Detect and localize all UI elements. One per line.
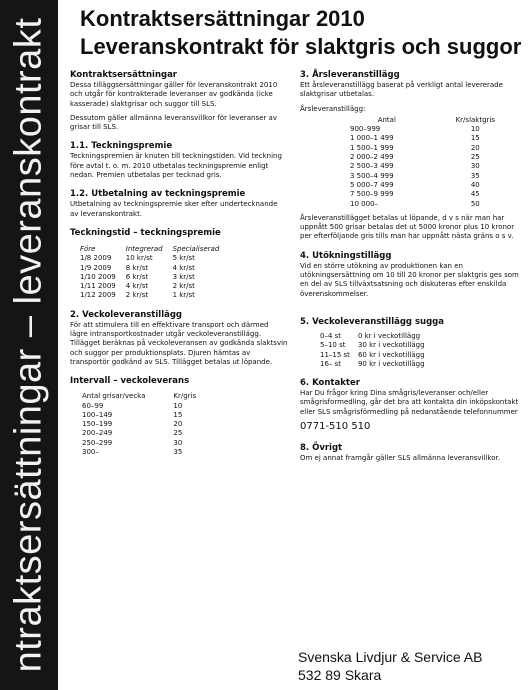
table-cell: 10 — [470, 125, 480, 134]
annual-table — [340, 116, 517, 209]
section-1-2-heading: 1.2. Utbetalning av teckningspremie — [70, 189, 246, 200]
intro-heading: Kontraktsersättningar — [70, 70, 178, 80]
section-2-heading: 2. Veckoleveranstillägg — [70, 309, 183, 320]
section-6-heading: 6. Kontakter — [300, 378, 360, 389]
table-cell: 3 500–4 999 — [350, 171, 394, 180]
table-cell: 20 — [470, 143, 480, 152]
table-cell: 1/8 2009 — [80, 254, 112, 263]
table-row — [82, 411, 224, 420]
table-cell: 1/9 2009 — [80, 263, 112, 272]
payment-table — [80, 245, 229, 301]
annual-col-header: Kr/slaktgris — [455, 115, 496, 124]
table-cell: 1/10 2009 — [80, 272, 116, 281]
page-subtitle: Leveranskontrakt för slaktgris och suggor — [80, 34, 522, 59]
table-row — [320, 341, 433, 350]
table-cell: 3 kr/st — [172, 272, 195, 281]
company-name: Svenska Livdjur & Service AB — [298, 649, 483, 665]
left-column — [70, 70, 288, 457]
side-banner — [0, 0, 58, 690]
table-cell: 0 kr i veckotillägg — [357, 331, 421, 340]
table-row — [82, 439, 224, 448]
table-row — [340, 162, 517, 171]
table-cell: 15 — [470, 134, 480, 143]
table-cell: 250–299 — [82, 438, 113, 447]
table-cell: 1/12 2009 — [80, 291, 116, 300]
table-row — [340, 153, 517, 162]
table-row — [82, 402, 224, 411]
table-row — [82, 420, 224, 429]
table-cell: 30 — [173, 438, 183, 447]
table-cell: 2 000–2 499 — [350, 153, 394, 162]
volume-table-heading: Intervall – veckoleverans — [70, 376, 190, 387]
table-cell: 60–99 — [82, 401, 104, 410]
section-4-heading: 4. Utökningstillägg — [300, 250, 392, 261]
table-row — [340, 172, 517, 181]
annual-table-header — [340, 116, 517, 125]
table-cell: 30 — [470, 162, 480, 171]
volume-col-header: Antal grisar/vecka — [82, 392, 146, 401]
table-row — [82, 448, 224, 457]
table-cell: 60 kr i veckotillägg — [357, 350, 425, 359]
right-column — [300, 70, 525, 463]
section-1-1-heading: 1.1. Teckningspremie — [70, 141, 173, 152]
volume-col-header: Kr/gris — [173, 392, 197, 401]
table-cell: 1 500–1 999 — [350, 143, 394, 152]
company-address — [298, 648, 482, 684]
table-cell: 15 — [173, 410, 183, 419]
table-cell: 5 kr/st — [172, 254, 195, 263]
table-row — [80, 282, 229, 291]
table-cell: 8 kr/st — [125, 263, 149, 272]
table-cell: 5 000–7 499 — [350, 180, 394, 189]
payment-col-header: Specialiserad — [172, 244, 220, 253]
section-1-1-text: Teckningspremien är knuten till teckningstiden. Vid teckning före avtal t. o. m. 2010 utbetalas teckningspremie enligt nedan. Premien utbetalas per tecknad gris. — [70, 152, 282, 180]
table-cell: 40 — [470, 180, 480, 189]
table-row — [340, 181, 517, 190]
side-banner-text: ntraktsersättningar – leveranskontrakt — [7, 17, 50, 673]
intro-paragraph-1: Dessa tilläggsersättningar gäller för leveranskontrakt 2010 och utgår för kontrakterade leveranser av godkända (icke kasserade) slaktgrisar och suggor till SLS. — [70, 81, 278, 108]
payment-col-header: Integrerad — [125, 244, 163, 253]
section-3-heading: 3. Årsleveranstillägg — [300, 70, 400, 80]
sow-weekly-table — [320, 332, 433, 369]
table-cell: 1 kr/st — [172, 291, 195, 300]
table-row — [80, 254, 229, 263]
table-cell: 200–249 — [82, 429, 113, 438]
table-cell: 4 kr/st — [125, 282, 149, 291]
table-cell: 50 — [470, 199, 480, 208]
table-cell: 2 kr/st — [172, 282, 195, 291]
table-cell: 2 kr/st — [125, 291, 149, 300]
table-cell: 35 — [470, 171, 480, 180]
company-city: 532 89 Skara — [298, 667, 382, 683]
volume-table-header — [82, 392, 224, 401]
section-3-text: Ett årsleveranstillägg baserat på verkligt antal levererade slaktgrisar utbetalas. — [300, 81, 503, 99]
table-row — [82, 429, 224, 438]
table-cell: 6 kr/st — [125, 272, 149, 281]
table-cell: 90 kr i veckotillägg — [357, 359, 425, 368]
section-3-note: Årsleveranstillägget betalas ut löpande, d v s när man har uppnått 500 grisar betalas det ut 5000 kronor plus 10 kronor per efterföljande gris tills man har uppnått nästa gräns o s v. — [300, 213, 515, 241]
table-row — [340, 200, 517, 209]
table-cell: 35 — [173, 448, 183, 457]
section-1-2-text: Utbetalning av teckningspremie sker efter undertecknande av leveranskontrakt. — [70, 200, 278, 218]
annual-table-title: Årsleveranstillägg: — [300, 104, 366, 113]
payment-col-header: Före — [80, 244, 96, 253]
table-cell: 10 000– — [350, 199, 378, 208]
table-row — [340, 125, 517, 134]
table-cell: 20 — [173, 420, 183, 429]
table-row — [340, 134, 517, 143]
table-cell: 2 500–3 499 — [350, 162, 394, 171]
table-row — [320, 360, 433, 369]
payment-table-heading: Teckningstid – teckningspremie — [70, 227, 221, 238]
table-row — [80, 273, 229, 282]
table-row — [80, 291, 229, 300]
volume-table — [82, 392, 224, 457]
table-cell: 1 000–1 499 — [350, 134, 394, 143]
table-cell: 1/11 2009 — [80, 282, 116, 291]
table-row — [80, 264, 229, 273]
table-cell: 45 — [470, 190, 480, 199]
table-row — [320, 332, 433, 341]
table-cell: 11–15 st — [320, 350, 350, 359]
table-cell: 10 kr/st — [125, 254, 153, 263]
table-row — [320, 351, 433, 360]
table-cell: 25 — [470, 153, 480, 162]
table-cell: 30 kr i veckotillägg — [357, 341, 425, 350]
table-cell: 4 kr/st — [172, 263, 195, 272]
table-cell: 300– — [82, 448, 99, 457]
table-cell: 7 500–9 999 — [350, 190, 394, 199]
section-5-heading: 5. Veckoleveranstillägg sugga — [300, 316, 444, 327]
table-cell: 10 — [173, 401, 183, 410]
section-2-text: För att stimulera till en effektivare transport och därmed lägre intransportkostnader utgår veckoleveranstillägg. Tillägget beräknas på veckoleveransen av godkända slaktsvin och suggor per produktionsplats. Djuren hämtas av transportör godkänd av SLS. Tillägget betalas ut löpande. — [70, 320, 288, 366]
section-6-text: Har Du frågor kring Dina smågris/leveranser och/eller smågrisformedling, går det bra att kontakta din inköpskontakt eller SLS smågrisförmedling på nedanstående telefonnummer — [300, 389, 519, 416]
section-4-text: Vid en större utökning av produktionen kan en utökningsersättning om 10 till 20 kronor per slaktgris ges som en del av SLS tillväxtsatsning och diskuteras efter enskilda överenskommelser. — [300, 261, 519, 298]
annual-col-header: Antal — [377, 115, 396, 124]
contact-phone: 0771-510 510 — [300, 421, 371, 433]
section-8-heading: 8. Övrigt — [300, 443, 343, 454]
table-cell: 16– st — [320, 359, 342, 368]
table-cell: 25 — [173, 429, 183, 438]
table-row — [340, 144, 517, 153]
payment-table-header — [80, 245, 229, 254]
table-cell: 900–999 — [350, 125, 381, 134]
table-row — [340, 190, 517, 199]
table-cell: 150–199 — [82, 420, 113, 429]
section-8-text: Om ej annat framgår gäller SLS allmänna leveransvillkor. — [300, 454, 500, 463]
table-cell: 100–149 — [82, 410, 113, 419]
table-cell: 0–4 st — [320, 331, 342, 340]
intro-paragraph-2: Dessutom gäller allmänna leveransvillkor för leveranser av grisar till SLS. — [70, 113, 277, 132]
page-title: Kontraktsersättningar 2010 — [80, 6, 365, 31]
table-cell: 5–10 st — [320, 341, 346, 350]
